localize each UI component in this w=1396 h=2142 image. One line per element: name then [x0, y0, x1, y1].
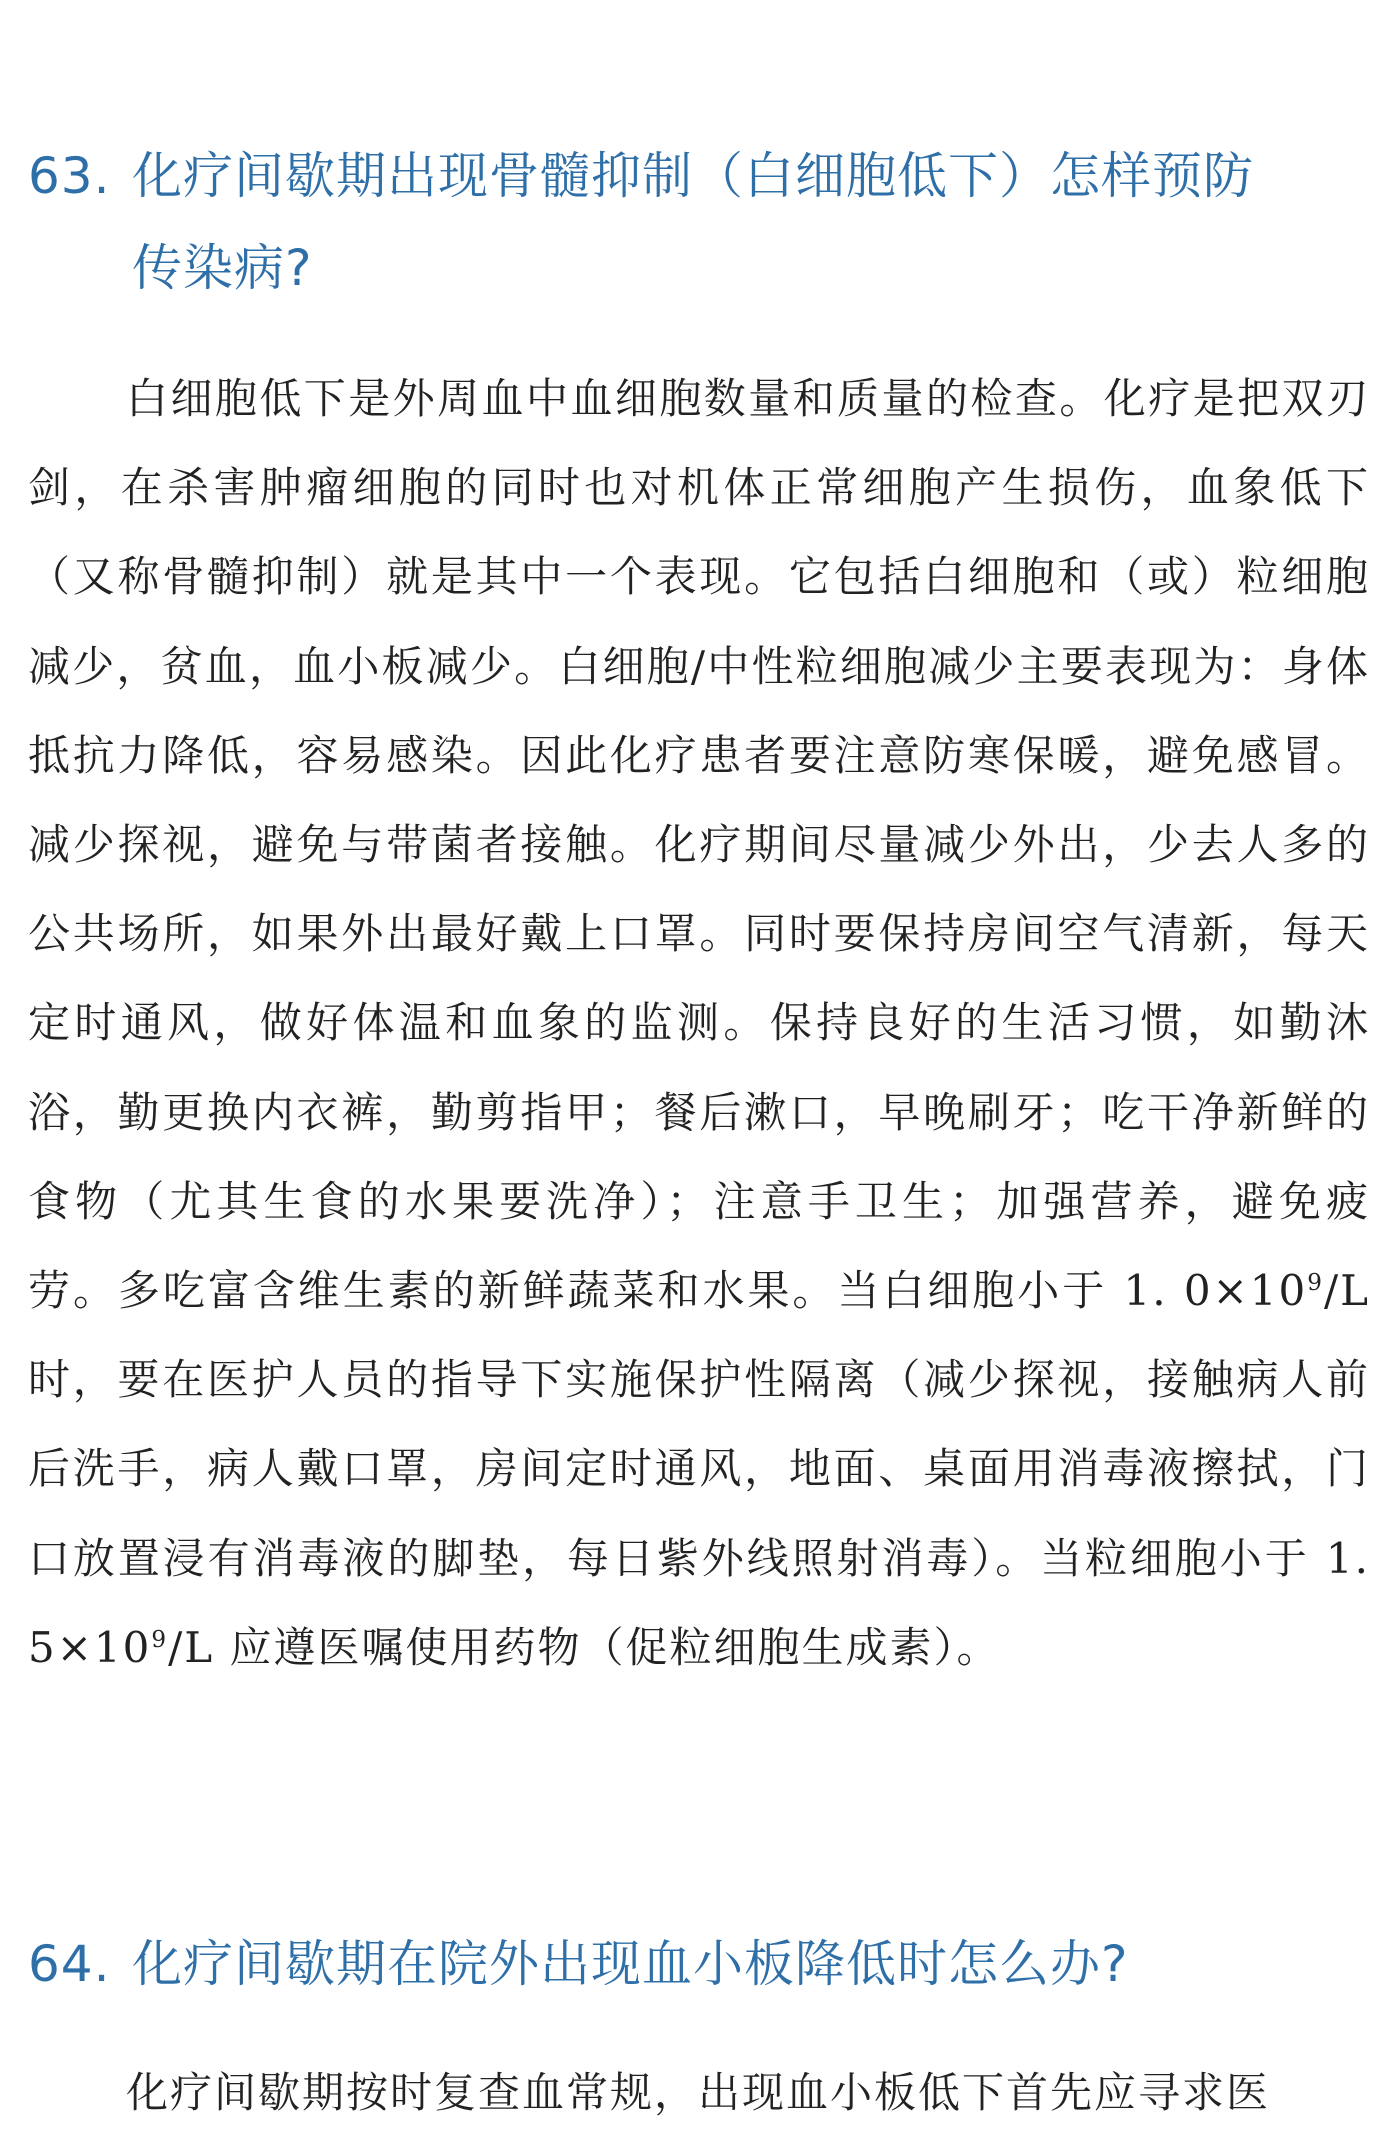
answer-63-text-part2: /L 时，要在医护人员的指导下实施保护性隔离（减少探视，接触病人前后洗手，病人戴口罩，房间定时通风，地面、桌面用消毒液擦拭，门口放置浸有消毒液的脚垫，每日紫外线照射消毒）。当粒细胞小于 1. 5×10	[28, 1266, 1370, 1672]
question-64-number: 64.	[28, 1935, 111, 1993]
question-63-title-line2: 传染病?	[132, 239, 313, 297]
answer-63-paragraph	[28, 354, 1370, 1692]
answer-63-text-part3: /L 应遵医嘱使用药物（促粒细胞生成素）。	[168, 1622, 1001, 1672]
question-64-title-text: 化疗间歇期在院外出现血小板降低时怎么办?	[132, 1935, 1129, 1993]
question-64-title	[28, 1918, 1378, 2010]
answer-64-paragraph: 化疗间歇期按时复查血常规，出现血小板低下首先应寻求医	[126, 2068, 1271, 2117]
exponent-2: 9	[151, 1626, 169, 1653]
question-63-number: 63.	[28, 147, 111, 205]
question-63-title	[28, 130, 1378, 314]
question-63-title-line1: 化疗间歇期出现骨髓抑制（白细胞低下）怎样预防	[132, 147, 1254, 205]
answer-63-text-part1: 白细胞低下是外周血中血细胞数量和质量的检查。化疗是把双刃剑，在杀害肿瘤细胞的同时也对机体正常细胞产生损伤，血象低下（又称骨髓抑制）就是其中一个表现。它包括白细胞和（或）粒细胞减少，贫血，血小板减少。白细胞/中性粒细胞减少主要表现为：身体抵抗力降低，容易感染。因此化疗患者要注意防寒保暖，避免感冒。减少探视，避免与带菌者接触。化疗期间尽量减少外出，少去人多的公共场所，如果外出最好戴上口罩。同时要保持房间空气清新，每天定时通风，做好体温和血象的监测。保持良好的生活习惯，如勤沐浴，勤更换内衣裤，勤剪指甲；餐后漱口，早晚刷牙；吃干净新鲜的食物（尤其生食的水果要洗净）；注意手卫生；加强营养，避免疲劳。多吃富含维生素的新鲜蔬菜和水果。当白细胞小于 1. 0×10	[28, 374, 1370, 1316]
exponent-1: 9	[1307, 1270, 1324, 1297]
